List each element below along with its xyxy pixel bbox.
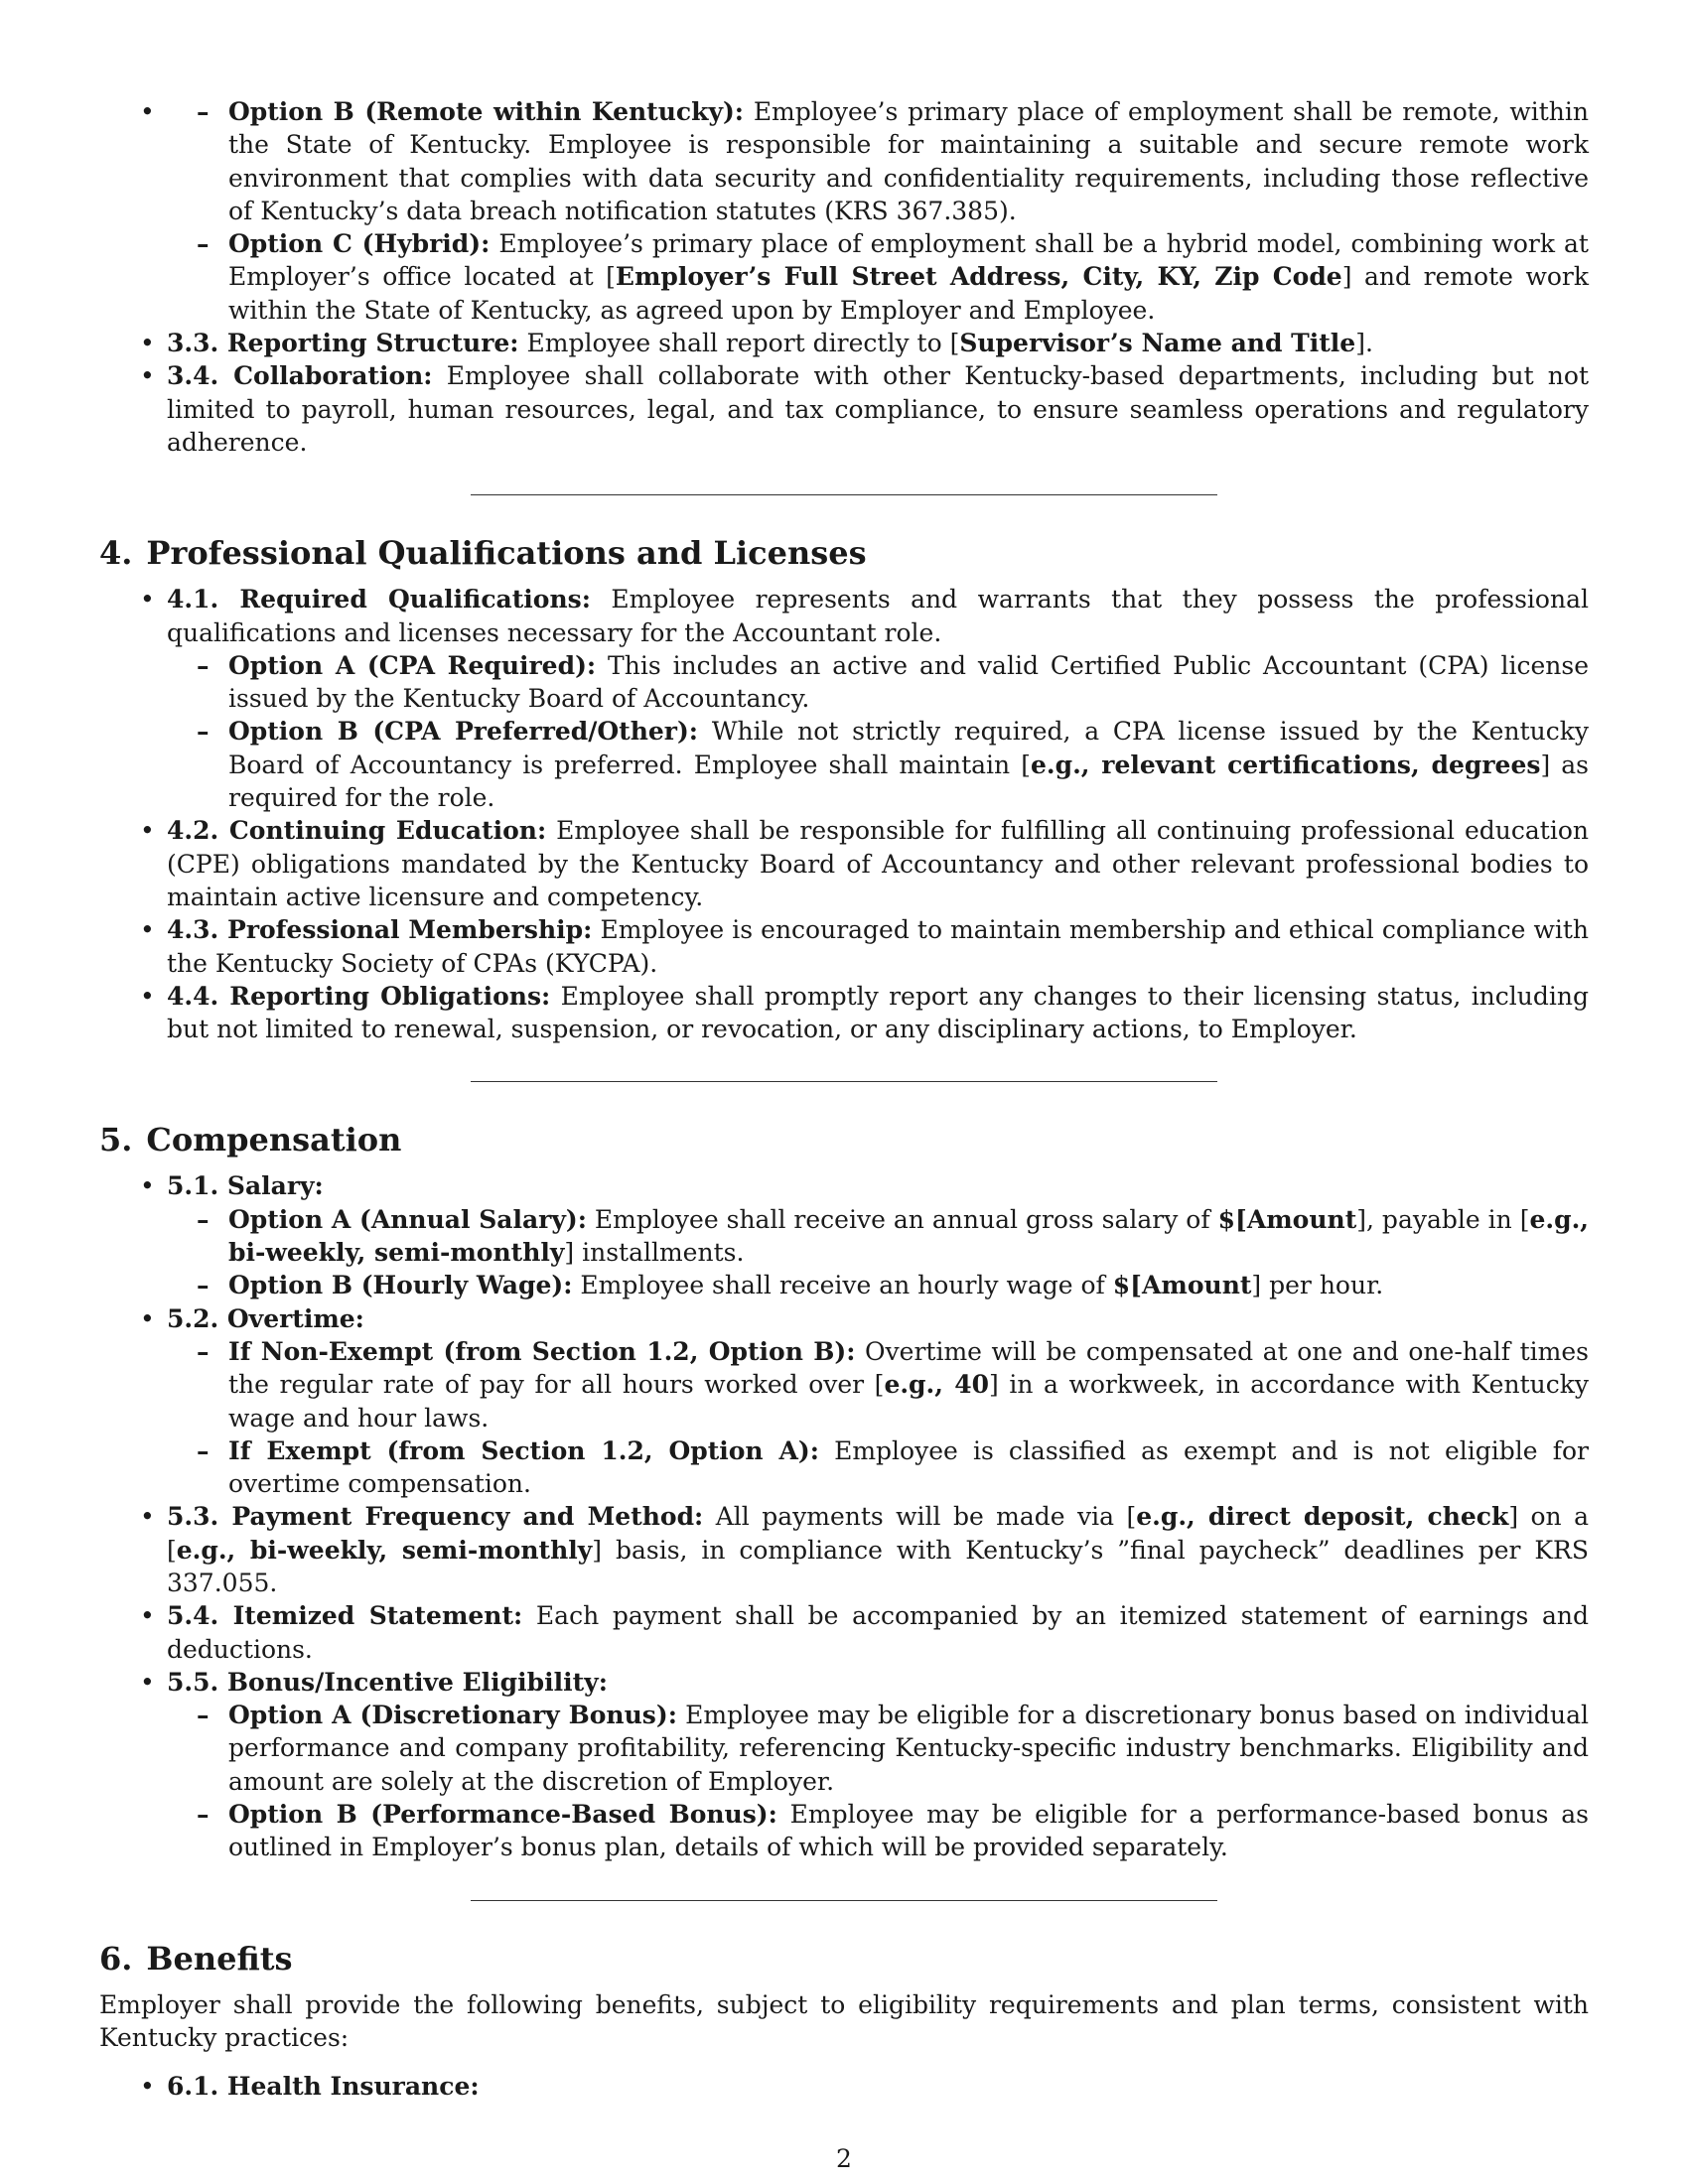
salary-option-b: – Option B (Hourly Wage): Employee shall receive an hourly wage of $[Amount] per hour. bbox=[228, 1269, 1589, 1301]
item-3-3: • 3.3. Reporting Structure: Employee shall report directly to [Supervisor’s Name and Title]. bbox=[167, 327, 1589, 359]
section-6 bbox=[99, 1939, 1589, 2104]
document-page bbox=[99, 95, 1589, 2104]
salary-option-a: – Option A (Annual Salary): Employee shall receive an annual gross salary of $[Amount], payable in [e.g., bi-weekly, semi-monthly] installments. bbox=[228, 1203, 1589, 1270]
qualification-option-a: – Option A (CPA Required): This includes an active and valid Certified Public Accountant (CPA) license issued by the Kentucky Board of Accountancy. bbox=[228, 649, 1589, 716]
section-3-2-continuation bbox=[167, 95, 1589, 327]
section-6-intro: Employer shall provide the following benefits, subject to eligibility requirements and plan terms, consistent with Kentucky practices: bbox=[99, 1989, 1589, 2052]
section-4-list bbox=[99, 583, 1589, 1045]
qualification-option-b: – Option B (CPA Preferred/Other): While not strictly required, a CPA license issued by the Kentucky Board of Accountancy is preferred. Employee shall maintain [e.g., relevant certifications, degrees] as required for the role. bbox=[228, 715, 1589, 814]
item-4-1: • 4.1. Required Qualifications: Employee represents and warrants that they possess the professional qualifications and licenses necessary for the Accountant role. – Option A (CPA Required): This includes an active and valid Certified Public Accountant (CPA) license issued by the Kentucky Board of Accountancy. – Option B (CPA Preferred/Other): While not strictly required, a CPA license issued by the Kentucky Board of Accountancy is preferred. Employee shall maintain [e.g., relevant certifications, degrees] as required for the role. bbox=[167, 583, 1589, 814]
location-option-b: – • Option B (Remote within Kentucky): Employee’s primary place of employment shall be remote, within the State of Kentucky. Employee is responsible for maintaining a suitable and secure remote work environment that complies with data security and confidentiality requirements, including those reflective of Kentucky’s data breach notification statutes (KRS 367.385). bbox=[228, 95, 1589, 227]
section-5-list bbox=[99, 1169, 1589, 1863]
section-5 bbox=[99, 1120, 1589, 1863]
section-3-items bbox=[99, 327, 1589, 459]
section-3-continued bbox=[99, 95, 1589, 459]
page-number: 2 bbox=[836, 2144, 852, 2173]
item-4-4: • 4.4. Reporting Obligations: Employee shall promptly report any changes to their licensing status, including but not limited to renewal, suspension, or revocation, or any disciplinary actions, to Employer. bbox=[167, 980, 1589, 1046]
overtime-exempt: – If Exempt (from Section 1.2, Option A): Employee is classified as exempt and is not eligible for overtime compensation. bbox=[228, 1434, 1589, 1501]
qualification-options-list bbox=[167, 649, 1589, 814]
item-5-2: • 5.2. Overtime: – If Non-Exempt (from Section 1.2, Option B): Overtime will be compensated at one and one-half times the regular rate of pay for all hours worked over [e.g., 40] in a workweek, in accordance with Kentucky wage and hour laws. – If Exempt (from Section 1.2, Option A): Employee is classified as exempt and is not eligible for overtime compensation. bbox=[167, 1302, 1589, 1501]
item-5-5: • 5.5. Bonus/Incentive Eligibility: – Option A (Discretionary Bonus): Employee may be eligible for a discretionary bonus based on individual performance and company profitability, referencing Kentucky-specific industry benchmarks. Eligibility and amount are solely at the discretion of Employer. – Option B (Performance-Based Bonus): Employee may be eligible for a performance-based bonus as outlined in Employer’s bonus plan, details of which will be provided separately. bbox=[167, 1666, 1589, 1864]
item-4-3: • 4.3. Professional Membership: Employee is encouraged to maintain membership and ethical compliance with the Kentucky Society of CPAs (KYCPA). bbox=[167, 913, 1589, 980]
location-option-c: – Option C (Hybrid): Employee’s primary place of employment shall be a hybrid model, combining work at Employer’s office located at [Employer’s Full Street Address, City, KY, Zip Code] and remote work within the State of Kentucky, as agreed upon by Employer and Employee. bbox=[228, 227, 1589, 327]
section-divider bbox=[471, 1081, 1217, 1082]
overtime-options-list bbox=[167, 1335, 1589, 1500]
section-3-list bbox=[99, 95, 1589, 327]
section-divider bbox=[471, 494, 1217, 495]
item-5-1: • 5.1. Salary: – Option A (Annual Salary): Employee shall receive an annual gross salary of $[Amount], payable in [e.g., bi-weekly, semi-monthly] installments. – Option B (Hourly Wage): Employee shall receive an hourly wage of $[Amount] per hour. bbox=[167, 1169, 1589, 1301]
section-6-heading: 6. Benefits bbox=[99, 1939, 293, 1978]
section-divider bbox=[471, 1900, 1217, 1901]
section-4 bbox=[99, 533, 1589, 1045]
item-5-3: • 5.3. Payment Frequency and Method: All payments will be made via [e.g., direct deposit, check] on a [e.g., bi-weekly, semi-monthly] basis, in compliance with Kentucky’s ”final paycheck” deadlines per KRS 337.055. bbox=[167, 1500, 1589, 1599]
item-5-4: • 5.4. Itemized Statement: Each payment shall be accompanied by an itemized statement of earnings and deductions. bbox=[167, 1599, 1589, 1666]
location-options-list bbox=[167, 95, 1589, 327]
salary-options-list bbox=[167, 1203, 1589, 1302]
bonus-options-list bbox=[167, 1699, 1589, 1863]
item-3-4: • 3.4. Collaboration: Employee shall collaborate with other Kentucky-based departments, including but not limited to payroll, human resources, legal, and tax compliance, to ensure seamless operations and regulatory adherence. bbox=[167, 359, 1589, 459]
section-5-heading: 5. Compensation bbox=[99, 1121, 402, 1160]
item-6-1: • 6.1. Health Insurance: bbox=[167, 2070, 1589, 2103]
item-4-2: • 4.2. Continuing Education: Employee shall be responsible for fulfilling all continuing professional education (CPE) obligations mandated by the Kentucky Board of Accountancy and other relevant professional bodies to maintain active licensure and competency. bbox=[167, 814, 1589, 913]
overtime-non-exempt: – If Non-Exempt (from Section 1.2, Option B): Overtime will be compensated at one and one-half times the regular rate of pay for all hours worked over [e.g., 40] in a workweek, in accordance with Kentucky wage and hour laws. bbox=[228, 1335, 1589, 1434]
section-6-list bbox=[99, 2070, 1589, 2103]
bonus-option-a: – Option A (Discretionary Bonus): Employee may be eligible for a discretionary bonus based on individual performance and company profitability, referencing Kentucky-specific industry benchmarks. Eligibility and amount are solely at the discretion of Employer. bbox=[228, 1699, 1589, 1798]
section-4-heading: 4. Professional Qualifications and Licenses bbox=[99, 534, 867, 573]
bonus-option-b: – Option B (Performance-Based Bonus): Employee may be eligible for a performance-based bonus as outlined in Employer’s bonus plan, details of which will be provided separately. bbox=[228, 1798, 1589, 1864]
